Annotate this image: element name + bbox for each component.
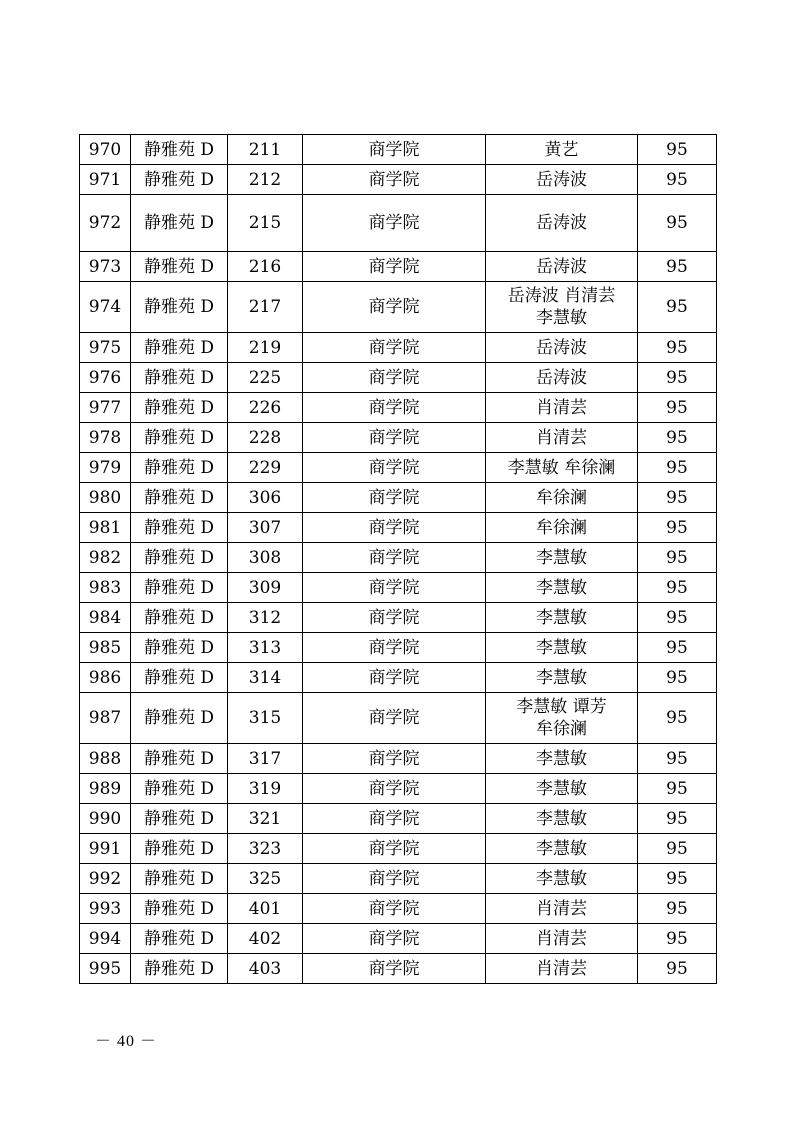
dormitory-score-table [79,134,717,984]
table-row [80,804,717,834]
room-number-cell: 402 [228,924,303,954]
building-cell: 静雅苑 D [131,135,228,165]
inspector-names-cell [486,423,638,453]
score-cell: 95 [638,774,717,804]
inspector-names-cell [486,663,638,693]
score-cell: 95 [638,393,717,423]
building-cell: 静雅苑 D [131,543,228,573]
inspector-name-line: 岳涛波 [536,213,587,233]
college-cell: 商学院 [303,834,486,864]
building-cell: 静雅苑 D [131,924,228,954]
room-number-cell: 229 [228,453,303,483]
room-number-cell: 211 [228,135,303,165]
score-cell: 95 [638,633,717,663]
college-cell: 商学院 [303,282,486,333]
college-cell: 商学院 [303,633,486,663]
building-cell: 静雅苑 D [131,165,228,195]
college-cell: 商学院 [303,693,486,744]
inspector-name-line: 岳涛波 [536,256,587,277]
room-number-cell: 321 [228,804,303,834]
inspector-names-cell [486,633,638,663]
college-cell: 商学院 [303,135,486,165]
row-number-cell: 986 [80,663,131,693]
college-cell: 商学院 [303,252,486,282]
score-cell: 95 [638,693,717,744]
inspector-names-cell [486,483,638,513]
table-row [80,924,717,954]
building-cell: 静雅苑 D [131,864,228,894]
college-cell: 商学院 [303,513,486,543]
table-row [80,774,717,804]
college-cell: 商学院 [303,195,486,252]
table-row [80,513,717,543]
row-number-cell: 970 [80,135,131,165]
building-cell: 静雅苑 D [131,603,228,633]
inspector-names-cell [486,864,638,894]
inspector-names-cell [486,744,638,774]
inspector-name-line: 肖清芸 [536,397,587,418]
row-number-cell: 990 [80,804,131,834]
table-row [80,864,717,894]
score-cell: 95 [638,573,717,603]
inspector-name-line: 岳涛波 [536,337,587,358]
inspector-name-line: 肖清芸 [536,928,587,949]
inspector-names-cell [486,543,638,573]
room-number-cell: 225 [228,363,303,393]
row-number-cell: 991 [80,834,131,864]
building-cell: 静雅苑 D [131,483,228,513]
inspector-names-cell [486,573,638,603]
room-number-cell: 226 [228,393,303,423]
table-row [80,483,717,513]
score-cell: 95 [638,423,717,453]
room-number-cell: 403 [228,954,303,984]
table-row [80,393,717,423]
score-cell: 95 [638,954,717,984]
inspector-names-cell [486,804,638,834]
row-number-cell: 989 [80,774,131,804]
building-cell: 静雅苑 D [131,195,228,252]
building-cell: 静雅苑 D [131,744,228,774]
inspector-names-cell [486,135,638,165]
inspector-name-line: 李慧敏 [536,607,587,628]
score-cell: 95 [638,603,717,633]
score-cell: 95 [638,165,717,195]
row-number-cell: 988 [80,744,131,774]
score-cell: 95 [638,135,717,165]
inspector-name-line: 李慧敏 [536,547,587,568]
room-number-cell: 315 [228,693,303,744]
college-cell: 商学院 [303,165,486,195]
inspector-name-line: 李慧敏 [536,838,587,859]
row-number-cell: 985 [80,633,131,663]
building-cell: 静雅苑 D [131,513,228,543]
room-number-cell: 217 [228,282,303,333]
college-cell: 商学院 [303,864,486,894]
page-number: － 40 － [95,1033,158,1050]
inspector-names-cell [486,282,638,333]
table-row [80,663,717,693]
inspector-names-cell [486,693,638,744]
inspector-name-line: 李慧敏 [536,868,587,889]
row-number-cell: 981 [80,513,131,543]
table-row [80,252,717,282]
row-number-cell: 995 [80,954,131,984]
table-row [80,543,717,573]
inspector-name-line: 李慧敏 [536,637,587,658]
inspector-name-line: 黄艺 [544,139,579,160]
row-number-cell: 974 [80,282,131,333]
row-number-cell: 971 [80,165,131,195]
college-cell: 商学院 [303,804,486,834]
table-row [80,894,717,924]
room-number-cell: 228 [228,423,303,453]
table-body [80,135,717,984]
inspector-names-cell [486,453,638,483]
building-cell: 静雅苑 D [131,453,228,483]
room-number-cell: 216 [228,252,303,282]
table-row [80,282,717,333]
building-cell: 静雅苑 D [131,573,228,603]
room-number-cell: 317 [228,744,303,774]
college-cell: 商学院 [303,363,486,393]
score-cell: 95 [638,483,717,513]
inspector-name-line: 李慧敏 [536,577,587,598]
row-number-cell: 978 [80,423,131,453]
score-cell: 95 [638,453,717,483]
room-number-cell: 307 [228,513,303,543]
table-row [80,954,717,984]
table-row [80,333,717,363]
score-cell: 95 [638,663,717,693]
building-cell: 静雅苑 D [131,804,228,834]
inspector-name-line: 岳涛波 肖清芸 [507,286,616,306]
college-cell: 商学院 [303,603,486,633]
college-cell: 商学院 [303,453,486,483]
row-number-cell: 987 [80,693,131,744]
table-row [80,603,717,633]
score-cell: 95 [638,894,717,924]
building-cell: 静雅苑 D [131,633,228,663]
building-cell: 静雅苑 D [131,693,228,744]
inspector-names-cell [486,393,638,423]
room-number-cell: 215 [228,195,303,252]
row-number-cell: 976 [80,363,131,393]
inspector-name-line: 李慧敏 谭芳 [516,697,607,717]
row-number-cell: 983 [80,573,131,603]
building-cell: 静雅苑 D [131,834,228,864]
score-cell: 95 [638,543,717,573]
room-number-cell: 401 [228,894,303,924]
score-cell: 95 [638,924,717,954]
score-cell: 95 [638,363,717,393]
inspector-names-cell [486,834,638,864]
building-cell: 静雅苑 D [131,252,228,282]
room-number-cell: 314 [228,663,303,693]
inspector-name-line: 牟徐澜 [536,517,587,538]
building-cell: 静雅苑 D [131,663,228,693]
college-cell: 商学院 [303,894,486,924]
college-cell: 商学院 [303,774,486,804]
room-number-cell: 212 [228,165,303,195]
table-row [80,834,717,864]
college-cell: 商学院 [303,423,486,453]
room-number-cell: 319 [228,774,303,804]
building-cell: 静雅苑 D [131,363,228,393]
room-number-cell: 219 [228,333,303,363]
inspector-name-line: 李慧敏 [536,808,587,829]
score-cell: 95 [638,513,717,543]
row-number-cell: 979 [80,453,131,483]
inspector-names-cell [486,603,638,633]
inspector-name-line: 李慧敏 牟徐澜 [507,457,616,478]
inspector-name-line: 李慧敏 [536,778,587,799]
college-cell: 商学院 [303,954,486,984]
table-row [80,693,717,744]
score-cell: 95 [638,804,717,834]
score-cell: 95 [638,834,717,864]
inspector-name-line: 岳涛波 [536,169,587,190]
score-cell: 95 [638,252,717,282]
score-cell: 95 [638,744,717,774]
room-number-cell: 312 [228,603,303,633]
inspection-table-container [79,134,716,984]
inspector-names-cell [486,894,638,924]
table-row [80,165,717,195]
row-number-cell: 993 [80,894,131,924]
row-number-cell: 980 [80,483,131,513]
building-cell: 静雅苑 D [131,393,228,423]
score-cell: 95 [638,282,717,333]
inspector-name-line: 肖清芸 [536,958,587,979]
college-cell: 商学院 [303,573,486,603]
room-number-cell: 309 [228,573,303,603]
table-row [80,135,717,165]
college-cell: 商学院 [303,663,486,693]
row-number-cell: 977 [80,393,131,423]
row-number-cell: 994 [80,924,131,954]
row-number-cell: 975 [80,333,131,363]
score-cell: 95 [638,195,717,252]
room-number-cell: 308 [228,543,303,573]
table-row [80,453,717,483]
room-number-cell: 306 [228,483,303,513]
table-row [80,423,717,453]
table-row [80,363,717,393]
table-row [80,573,717,603]
college-cell: 商学院 [303,924,486,954]
table-row [80,744,717,774]
building-cell: 静雅苑 D [131,333,228,363]
college-cell: 商学院 [303,483,486,513]
inspector-name-line: 李慧敏 [536,748,587,769]
inspector-names-cell [486,333,638,363]
row-number-cell: 984 [80,603,131,633]
inspector-names-cell [486,363,638,393]
inspector-names-cell [486,165,638,195]
inspector-names-cell [486,774,638,804]
row-number-cell: 972 [80,195,131,252]
building-cell: 静雅苑 D [131,282,228,333]
inspector-names-cell [486,252,638,282]
inspector-names-cell [486,195,638,252]
inspector-names-cell [486,954,638,984]
table-row [80,633,717,663]
college-cell: 商学院 [303,333,486,363]
college-cell: 商学院 [303,393,486,423]
college-cell: 商学院 [303,744,486,774]
score-cell: 95 [638,864,717,894]
room-number-cell: 323 [228,834,303,864]
room-number-cell: 313 [228,633,303,663]
room-number-cell: 325 [228,864,303,894]
building-cell: 静雅苑 D [131,774,228,804]
table-row [80,195,717,252]
inspector-name-line: 李慧敏 [536,308,587,328]
inspector-name-line: 肖清芸 [536,898,587,919]
row-number-cell: 992 [80,864,131,894]
inspector-name-line: 牟徐澜 [536,719,587,739]
row-number-cell: 973 [80,252,131,282]
inspector-name-line: 李慧敏 [536,667,587,688]
building-cell: 静雅苑 D [131,423,228,453]
building-cell: 静雅苑 D [131,954,228,984]
building-cell: 静雅苑 D [131,894,228,924]
inspector-names-cell [486,513,638,543]
inspector-names-cell [486,924,638,954]
row-number-cell: 982 [80,543,131,573]
score-cell: 95 [638,333,717,363]
college-cell: 商学院 [303,543,486,573]
inspector-name-line: 岳涛波 [536,367,587,388]
inspector-name-line: 牟徐澜 [536,487,587,508]
inspector-name-line: 肖清芸 [536,427,587,448]
